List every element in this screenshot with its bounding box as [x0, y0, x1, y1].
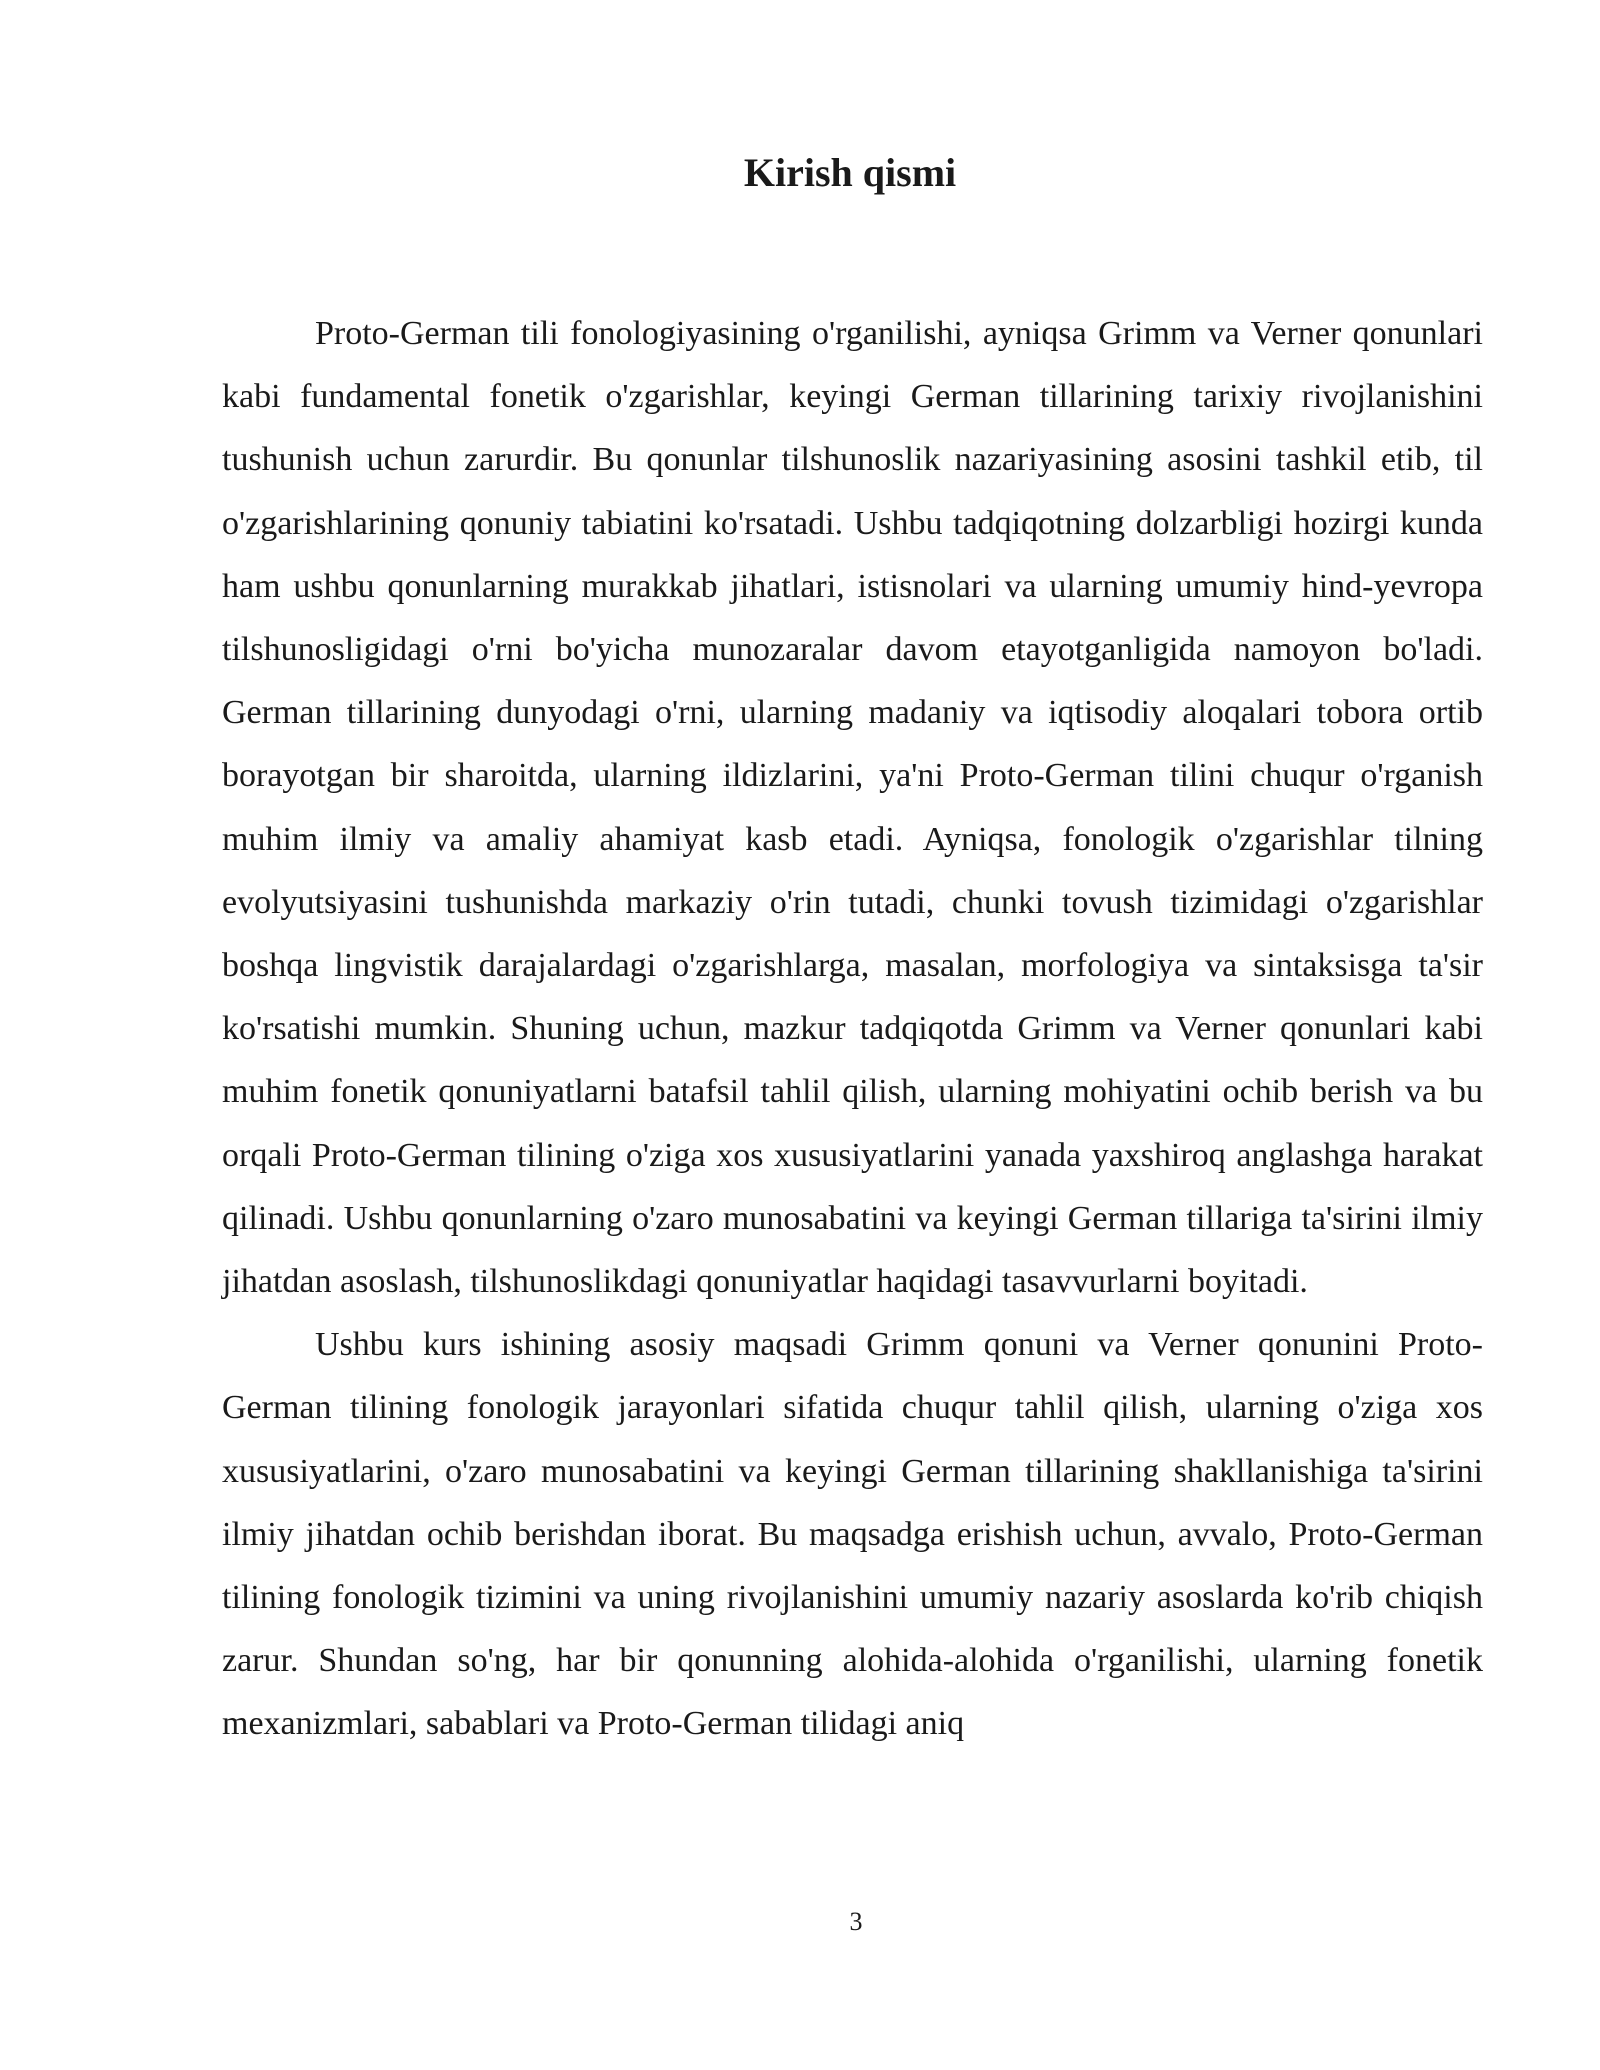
body-text [222, 302, 1483, 1756]
paragraph-2: Ushbu kurs ishining asosiy maqsadi Grimm qonuni va Verner qonunini Proto-German tilining fonologik jarayonlari sifatida chuqur tahlil qilish, ularning o'ziga xos xususiyatlarini, o'zaro munosabatini va keyingi German tillarining shakllanishiga ta'sirini ilmiy jihatdan ochib berishdan iborat. Bu maqsadga erishish uchun, avvalo, Proto-German tilining fonologik tizimini va uning rivojlanishini umumiy nazariy asoslarda ko'rib chiqish zarur. Shundan so'ng, har bir qonunning alohida-alohida o'rganilishi, ularning fonetik mexanizmlari, sabablari va Proto-German tilidagi aniq [222, 1326, 1483, 1743]
section-title: Kirish qismi [743, 150, 957, 195]
paragraph-1: Proto-German tili fonologiyasining o'rganilishi, ayniqsa Grimm va Verner qonunlari kabi fundamental fonetik o'zgarishlar, keyingi German tillarining tarixiy rivojlanishini tushunish uchun zarurdir. Bu qonunlar tilshunoslik nazariyasining asosini tashkil etib, til o'zgarishlarining qonuniy tabiatini ko'rsatadi. Ushbu tadqiqotning dolzarbligi hozirgi kunda ham ushbu qonunlarning murakkab jihatlari, istisnolari va ularning umumiy hind-yevropa tilshunosligidagi o'rni bo'yicha munozaralar davom etayotganligida namoyon bo'ladi. German tillarining dunyodagi o'rni, ularning madaniy va iqtisodiy aloqalari tobora ortib borayotgan bir sharoitda, ularning ildizlarini, ya'ni Proto-German tilini chuqur o'rganish muhim ilmiy va amaliy ahamiyat kasb etadi. Ayniqsa, fonologik o'zgarishlar tilning evolyutsiyasini tushunishda markaziy o'rin tutadi, chunki tovush tizimidagi o'zgarishlar boshqa lingvistik darajalardagi o'zgarishlarga, masalan, morfologiya va sintaksisga ta'sir ko'rsatishi mumkin. Shuning uchun, mazkur tadqiqotda Grimm va Verner qonunlari kabi muhim fonetik qonuniyatlarni batafsil tahlil qilish, ularning mohiyatini ochib berish va bu orqali Proto-German tilining o'ziga xos xususiyatlarini yanada yaxshiroq anglashga harakat qilinadi. Ushbu qonunlarning o'zaro munosabatini va keyingi German tillariga ta'sirini ilmiy jihatdan asoslash, tilshunoslikdagi qonuniyatlar haqidagi tasavvurlarni boyitadi. [222, 315, 1483, 1301]
page-number: 3 [849, 1907, 863, 1936]
